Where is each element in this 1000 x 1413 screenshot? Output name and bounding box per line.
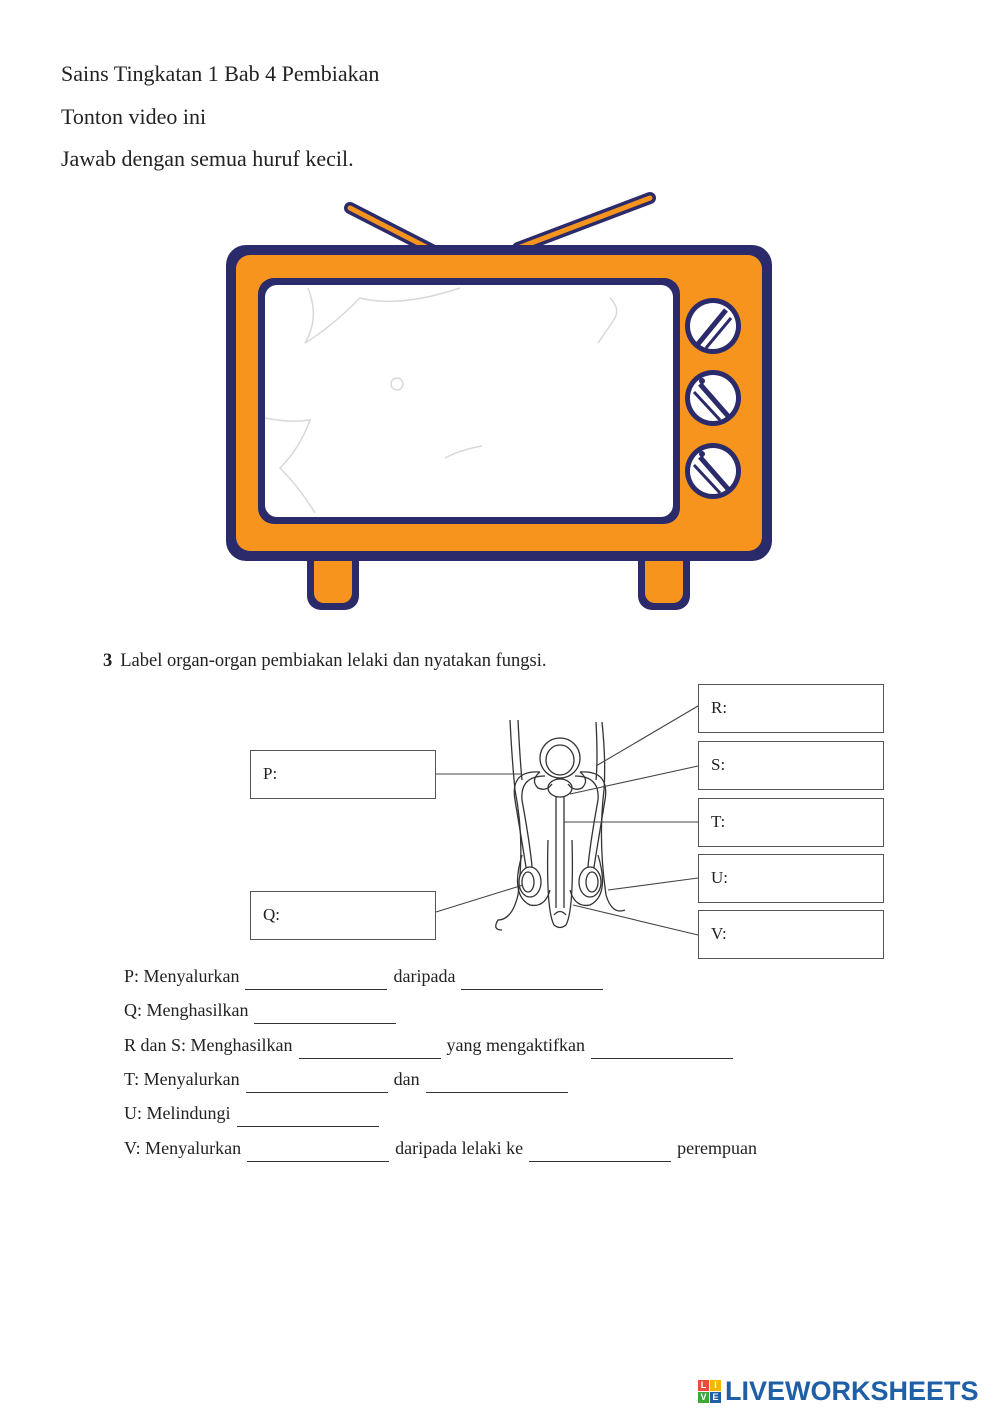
blank-rs-1[interactable]: [299, 1036, 441, 1059]
answer-p-start: P: Menyalurkan: [124, 966, 240, 986]
answer-input-v[interactable]: [733, 919, 867, 949]
question-text: Label organ-organ pembiakan lelaki dan nyatakan fungsi.: [120, 651, 547, 671]
instruction-lowercase: Jawab dengan semua huruf kecil.: [61, 146, 354, 171]
brand-name: LIVEWORKSHEETS: [725, 1376, 979, 1406]
logo-letter-1: L: [698, 1380, 709, 1391]
tv-video-frame: [220, 188, 780, 618]
video-screen[interactable]: [265, 285, 673, 517]
blank-p-2[interactable]: [461, 967, 603, 990]
answer-input-p[interactable]: [285, 759, 419, 789]
answer-line-p: [124, 966, 609, 990]
leader-lines: [436, 706, 698, 935]
answer-input-q[interactable]: [285, 900, 419, 930]
liveworksheets-logo[interactable]: [698, 1376, 979, 1407]
answer-line-rs: [124, 1035, 739, 1059]
tv-knob-1: [685, 298, 741, 354]
answer-input-s[interactable]: [733, 750, 867, 780]
logo-letter-3: V: [698, 1392, 709, 1403]
blank-v-2[interactable]: [529, 1139, 671, 1162]
label-letter-s: S:: [711, 755, 726, 774]
label-box-v[interactable]: [698, 910, 884, 959]
answer-v-end: perempuan: [677, 1138, 758, 1158]
answer-input-t[interactable]: [733, 807, 867, 837]
label-box-r[interactable]: [698, 684, 884, 733]
logo-letter-4: E: [710, 1392, 721, 1403]
answer-line-v: [124, 1138, 757, 1162]
answer-line-u: [124, 1103, 385, 1127]
label-box-p[interactable]: [250, 750, 436, 799]
label-box-q[interactable]: [250, 891, 436, 940]
label-letter-t: T:: [711, 812, 726, 831]
answer-p-middle: daripada: [393, 966, 456, 986]
label-letter-u: U:: [711, 868, 728, 887]
answer-line-q: [124, 1000, 402, 1024]
blank-q-1[interactable]: [254, 1001, 396, 1024]
answer-t-start: T: Menyalurkan: [124, 1069, 240, 1089]
blank-t-1[interactable]: [246, 1070, 388, 1093]
label-letter-v: V:: [711, 924, 727, 943]
answer-rs-middle: yang mengaktifkan: [446, 1035, 585, 1055]
tv-knob-2: [685, 370, 741, 426]
liveworksheets-icon: [698, 1380, 721, 1403]
answer-input-r[interactable]: [733, 693, 867, 723]
answer-q-start: Q: Menghasilkan: [124, 1000, 249, 1020]
blank-t-2[interactable]: [426, 1070, 568, 1093]
blank-p-1[interactable]: [245, 967, 387, 990]
answer-u-start: U: Melindungi: [124, 1103, 231, 1123]
label-letter-r: R:: [711, 698, 728, 717]
label-box-u[interactable]: [698, 854, 884, 903]
question-3: [103, 651, 546, 672]
answer-v-start: V: Menyalurkan: [124, 1138, 242, 1158]
blank-v-1[interactable]: [247, 1139, 389, 1162]
tv-antenna-left: [350, 208, 432, 250]
label-box-t[interactable]: [698, 798, 884, 847]
instruction-video: Tonton video ini: [61, 104, 207, 129]
blank-u-1[interactable]: [237, 1104, 379, 1127]
answer-t-middle: dan: [393, 1069, 420, 1089]
logo-letter-2: I: [710, 1380, 721, 1391]
answer-line-t: [124, 1069, 574, 1093]
label-box-s[interactable]: [698, 741, 884, 790]
question-number: 3: [103, 651, 113, 671]
answer-input-u[interactable]: [733, 863, 867, 893]
label-letter-p: P:: [263, 764, 278, 783]
blank-rs-2[interactable]: [591, 1036, 733, 1059]
label-letter-q: Q:: [263, 905, 280, 924]
tv-antenna-right: [518, 198, 650, 248]
tv-knob-3: [685, 443, 741, 499]
worksheet-title: Sains Tingkatan 1 Bab 4 Pembiakan: [61, 61, 380, 86]
answer-v-middle: daripada lelaki ke: [395, 1138, 524, 1158]
answer-rs-start: R dan S: Menghasilkan: [124, 1035, 293, 1055]
